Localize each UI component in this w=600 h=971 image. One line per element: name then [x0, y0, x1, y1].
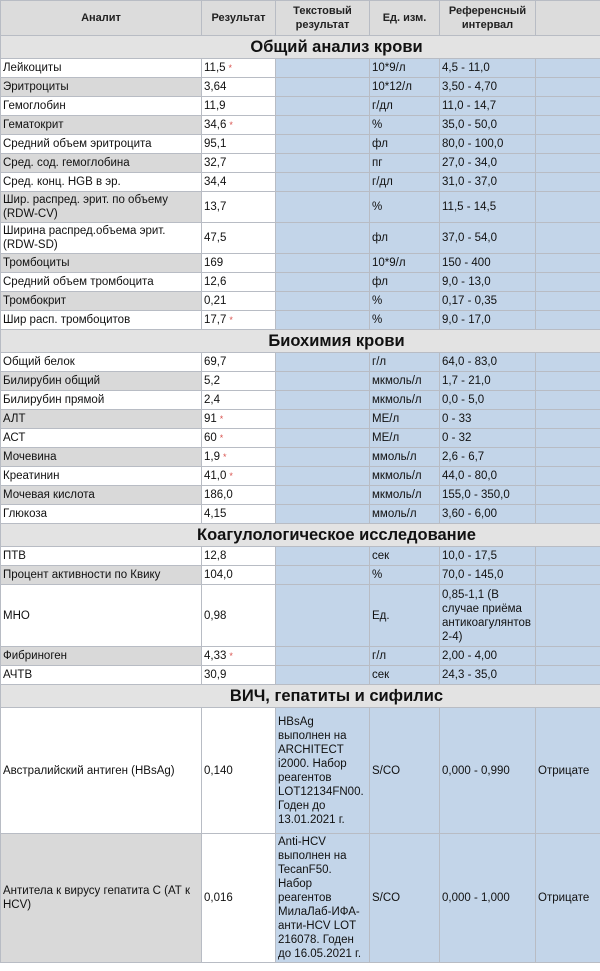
reference-interval: 2,00 - 4,00: [440, 647, 536, 666]
result-value: 12,6: [204, 276, 227, 288]
table-row: [1, 547, 600, 566]
table-row: [1, 192, 600, 223]
result-value: 30,9: [204, 669, 227, 681]
analyte-name: Тромбокрит: [1, 292, 202, 311]
text-result: [276, 486, 370, 505]
unit-cell: МЕ/л: [370, 410, 440, 429]
text-result: [276, 116, 370, 135]
unit-cell: %: [370, 292, 440, 311]
analyte-name: Лейкоциты: [1, 59, 202, 78]
table-row: [1, 585, 600, 647]
unit-cell: г/дл: [370, 173, 440, 192]
abnormal-flag: *: [223, 452, 227, 462]
result-value: 95,1: [204, 138, 227, 150]
analyte-name: АСТ: [1, 429, 202, 448]
unit-cell: 10*9/л: [370, 254, 440, 273]
result-cell: [202, 223, 276, 254]
extra-cell: [536, 97, 600, 116]
table-row: [1, 292, 600, 311]
text-result: [276, 505, 370, 524]
table-row: [1, 59, 600, 78]
analyte-name: Средний объем тромбоцита: [1, 273, 202, 292]
section-header: [1, 36, 600, 59]
text-result: [276, 429, 370, 448]
reference-interval: 150 - 400: [440, 254, 536, 273]
text-result: [276, 547, 370, 566]
analyte-name: ПТВ: [1, 547, 202, 566]
extra-cell: [536, 353, 600, 372]
analyte-name: Средний объем эритроцита: [1, 135, 202, 154]
analyte-name: Сред. сод. гемоглобина: [1, 154, 202, 173]
result-cell: [202, 97, 276, 116]
result-cell: [202, 154, 276, 173]
text-result: [276, 647, 370, 666]
col-header-unit: Ед. изм.: [370, 1, 440, 36]
analyte-name: Ширина распред.объема эрит. (RDW-SD): [1, 223, 202, 254]
extra-cell: [536, 566, 600, 585]
result-cell: [202, 59, 276, 78]
table-row: [1, 254, 600, 273]
table-row: [1, 391, 600, 410]
reference-interval: 3,60 - 6,00: [440, 505, 536, 524]
col-header-result: Результат: [202, 1, 276, 36]
result-cell: [202, 486, 276, 505]
result-value: 32,7: [204, 157, 227, 169]
table-row: [1, 410, 600, 429]
abnormal-flag: *: [229, 315, 233, 325]
extra-cell: [536, 547, 600, 566]
result-cell: [202, 505, 276, 524]
reference-interval: 0,0 - 5,0: [440, 391, 536, 410]
result-value: 3,64: [204, 81, 227, 93]
unit-cell: Ед.: [370, 585, 440, 647]
analyte-name: Процент активности по Квику: [1, 566, 202, 585]
text-result: [276, 192, 370, 223]
table-row: [1, 647, 600, 666]
section-header: [1, 330, 600, 353]
table-row: [1, 78, 600, 97]
result-value: 11,5: [204, 62, 226, 74]
text-result: [276, 666, 370, 685]
analyte-name: Сред. конц. HGB в эр.: [1, 173, 202, 192]
analyte-name: Билирубин прямой: [1, 391, 202, 410]
unit-cell: %: [370, 192, 440, 223]
text-result: [276, 223, 370, 254]
unit-cell: фл: [370, 273, 440, 292]
result-cell: [202, 566, 276, 585]
table-row: [1, 708, 600, 834]
text-result: [276, 273, 370, 292]
reference-interval: 37,0 - 54,0: [440, 223, 536, 254]
unit-cell: мкмоль/л: [370, 467, 440, 486]
result-value: 34,6: [204, 119, 227, 131]
reference-interval: 2,6 - 6,7: [440, 448, 536, 467]
table-row: [1, 372, 600, 391]
unit-cell: S/CO: [370, 834, 440, 963]
section-header: [1, 685, 600, 708]
reference-interval: 1,7 - 21,0: [440, 372, 536, 391]
section-title: Коагулологическое исследование: [1, 524, 600, 547]
abnormal-flag: *: [229, 651, 233, 661]
result-cell: [202, 391, 276, 410]
extra-cell: [536, 78, 600, 97]
result-cell: [202, 834, 276, 963]
result-value: 47,5: [204, 232, 227, 244]
result-value: 186,0: [204, 489, 233, 501]
extra-cell: [536, 467, 600, 486]
analyte-name: Фибриноген: [1, 647, 202, 666]
analyte-name: Тромбоциты: [1, 254, 202, 273]
unit-cell: %: [370, 116, 440, 135]
analyte-name: Мочевина: [1, 448, 202, 467]
analyte-name: АЛТ: [1, 410, 202, 429]
table-row: [1, 486, 600, 505]
col-header-analyte: Аналит: [1, 1, 202, 36]
table-row: [1, 97, 600, 116]
extra-cell: [536, 292, 600, 311]
text-result: [276, 448, 370, 467]
text-result: [276, 353, 370, 372]
abnormal-flag: *: [229, 120, 233, 130]
analyte-name: Общий белок: [1, 353, 202, 372]
reference-interval: 27,0 - 34,0: [440, 154, 536, 173]
extra-cell: [536, 116, 600, 135]
table-row: [1, 353, 600, 372]
table-row: [1, 467, 600, 486]
extra-cell: [536, 486, 600, 505]
abnormal-flag: *: [219, 414, 224, 424]
reference-interval: 31,0 - 37,0: [440, 173, 536, 192]
table-row: [1, 173, 600, 192]
extra-cell: [536, 173, 600, 192]
reference-interval: 0 - 33: [440, 410, 536, 429]
text-result: [276, 410, 370, 429]
table-row: [1, 566, 600, 585]
result-cell: [202, 78, 276, 97]
text-result: [276, 467, 370, 486]
result-cell: [202, 311, 276, 330]
result-cell: [202, 647, 276, 666]
result-cell: [202, 372, 276, 391]
result-cell: [202, 708, 276, 834]
extra-cell: [536, 135, 600, 154]
extra-cell: [536, 448, 600, 467]
col-header-reference: Референсный интервал: [440, 1, 536, 36]
col-header-extra: [536, 1, 600, 36]
table-row: [1, 116, 600, 135]
extra-cell: [536, 273, 600, 292]
unit-cell: мкмоль/л: [370, 391, 440, 410]
reference-interval: 70,0 - 145,0: [440, 566, 536, 585]
extra-cell: [536, 311, 600, 330]
section-title: Общий анализ крови: [1, 36, 600, 59]
analyte-name: Мочевая кислота: [1, 486, 202, 505]
unit-cell: ммоль/л: [370, 448, 440, 467]
result-value: 4,15: [204, 508, 227, 520]
result-value: 169: [204, 257, 224, 269]
header-row: [1, 1, 600, 36]
reference-interval: 80,0 - 100,0: [440, 135, 536, 154]
extra-cell: [536, 391, 600, 410]
text-result: [276, 566, 370, 585]
reference-interval: 24,3 - 35,0: [440, 666, 536, 685]
result-value: 12,8: [204, 550, 227, 562]
extra-cell: [536, 505, 600, 524]
result-value: 17,7: [204, 314, 227, 326]
section-title: ВИЧ, гепатиты и сифилис: [1, 685, 600, 708]
unit-cell: фл: [370, 223, 440, 254]
result-value: 11,9: [204, 100, 226, 112]
reference-interval: 0,000 - 1,000: [440, 834, 536, 963]
result-cell: [202, 273, 276, 292]
extra-cell: [536, 410, 600, 429]
extra-cell: [536, 192, 600, 223]
text-result: HBsAg выполнен на ARCHITECT i2000. Набор реагентов LOT12134FN00. Годен до 13.01.2021 г.: [276, 708, 370, 834]
reference-interval: 9,0 - 17,0: [440, 311, 536, 330]
unit-cell: сек: [370, 666, 440, 685]
reference-interval: 3,50 - 4,70: [440, 78, 536, 97]
table-row: [1, 666, 600, 685]
analyte-name: Билирубин общий: [1, 372, 202, 391]
reference-interval: 0,000 - 0,990: [440, 708, 536, 834]
abnormal-flag: *: [229, 471, 233, 481]
text-result: [276, 154, 370, 173]
analyte-name: Гемоглобин: [1, 97, 202, 116]
extra-cell: [536, 429, 600, 448]
unit-cell: пг: [370, 154, 440, 173]
analyte-name: Эритроциты: [1, 78, 202, 97]
result-value: 91: [204, 413, 217, 425]
table-row: [1, 135, 600, 154]
text-result: [276, 59, 370, 78]
result-cell: [202, 467, 276, 486]
analyte-name: АЧТВ: [1, 666, 202, 685]
extra-cell: [536, 666, 600, 685]
result-value: 13,7: [204, 201, 227, 213]
extra-cell: [536, 647, 600, 666]
unit-cell: мкмоль/л: [370, 372, 440, 391]
unit-cell: %: [370, 311, 440, 330]
unit-cell: г/л: [370, 647, 440, 666]
reference-interval: 0,85-1,1 (В случае приёма антикоагулянтов 2-4): [440, 585, 536, 647]
analyte-name: Антитела к вирусу гепатита С (АТ к HCV): [1, 834, 202, 963]
unit-cell: 10*9/л: [370, 59, 440, 78]
result-value: 4,33: [204, 650, 227, 662]
result-value: 5,2: [204, 375, 220, 387]
text-result: Anti-HCV выполнен на TecanF50. Набор реагентов МилаЛаб-ИФА-анти-HCV LOT 216078. Годен до 16.05.2021 г.: [276, 834, 370, 963]
text-result: [276, 372, 370, 391]
result-cell: [202, 116, 276, 135]
reference-interval: 10,0 - 17,5: [440, 547, 536, 566]
result-cell: [202, 410, 276, 429]
result-value: 1,9: [204, 451, 220, 463]
analyte-name: Глюкоза: [1, 505, 202, 524]
unit-cell: МЕ/л: [370, 429, 440, 448]
reference-interval: 0,17 - 0,35: [440, 292, 536, 311]
analyte-name: МНО: [1, 585, 202, 647]
analyte-name: Креатинин: [1, 467, 202, 486]
reference-interval: 4,5 - 11,0: [440, 59, 536, 78]
unit-cell: г/дл: [370, 97, 440, 116]
col-header-text-result: Текстовый результат: [276, 1, 370, 36]
reference-interval: 35,0 - 50,0: [440, 116, 536, 135]
text-result: [276, 254, 370, 273]
result-value: 60: [204, 432, 217, 444]
extra-cell: [536, 59, 600, 78]
table-row: [1, 505, 600, 524]
result-cell: [202, 254, 276, 273]
text-result: [276, 97, 370, 116]
text-result: [276, 292, 370, 311]
result-cell: [202, 429, 276, 448]
text-result: [276, 311, 370, 330]
extra-cell: [536, 254, 600, 273]
result-cell: [202, 585, 276, 647]
table-row: [1, 448, 600, 467]
result-cell: [202, 448, 276, 467]
reference-interval: 155,0 - 350,0: [440, 486, 536, 505]
section-header: [1, 524, 600, 547]
result-value: 0,140: [204, 764, 233, 777]
abnormal-flag: *: [228, 63, 233, 73]
result-cell: [202, 547, 276, 566]
text-result: [276, 585, 370, 647]
table-row: [1, 311, 600, 330]
result-value: 0,21: [204, 295, 227, 307]
unit-cell: фл: [370, 135, 440, 154]
text-result: [276, 391, 370, 410]
extra-cell: [536, 154, 600, 173]
analyte-name: Шир расп. тромбоцитов: [1, 311, 202, 330]
result-value: 0,98: [204, 609, 227, 622]
unit-cell: %: [370, 566, 440, 585]
result-value: 69,7: [204, 356, 227, 368]
results-body: [1, 36, 600, 963]
extra-cell: Отрицате: [536, 834, 600, 963]
reference-interval: 64,0 - 83,0: [440, 353, 536, 372]
reference-interval: 9,0 - 13,0: [440, 273, 536, 292]
unit-cell: мкмоль/л: [370, 486, 440, 505]
result-cell: [202, 353, 276, 372]
extra-cell: Отрицате: [536, 708, 600, 834]
text-result: [276, 78, 370, 97]
analyte-name: Австралийский антиген (HBsAg): [1, 708, 202, 834]
reference-interval: 11,0 - 14,7: [440, 97, 536, 116]
table-row: [1, 273, 600, 292]
unit-cell: 10*12/л: [370, 78, 440, 97]
text-result: [276, 135, 370, 154]
table-row: [1, 834, 600, 963]
unit-cell: сек: [370, 547, 440, 566]
analyte-name: Шир. распред. эрит. по объему (RDW-CV): [1, 192, 202, 223]
reference-interval: 44,0 - 80,0: [440, 467, 536, 486]
result-value: 104,0: [204, 569, 233, 581]
result-cell: [202, 173, 276, 192]
extra-cell: [536, 223, 600, 254]
result-value: 2,4: [204, 394, 220, 406]
table-row: [1, 154, 600, 173]
unit-cell: г/л: [370, 353, 440, 372]
section-title: Биохимия крови: [1, 330, 600, 353]
unit-cell: S/CO: [370, 708, 440, 834]
result-value: 41,0: [204, 470, 227, 482]
table-row: [1, 429, 600, 448]
result-cell: [202, 666, 276, 685]
result-cell: [202, 135, 276, 154]
reference-interval: 0 - 32: [440, 429, 536, 448]
analyte-name: Гематокрит: [1, 116, 202, 135]
extra-cell: [536, 372, 600, 391]
result-value: 34,4: [204, 176, 227, 188]
abnormal-flag: *: [219, 433, 224, 443]
text-result: [276, 173, 370, 192]
result-cell: [202, 292, 276, 311]
table-row: [1, 223, 600, 254]
unit-cell: ммоль/л: [370, 505, 440, 524]
result-cell: [202, 192, 276, 223]
result-value: 0,016: [204, 892, 233, 904]
reference-interval: 11,5 - 14,5: [440, 192, 536, 223]
extra-cell: [536, 585, 600, 647]
